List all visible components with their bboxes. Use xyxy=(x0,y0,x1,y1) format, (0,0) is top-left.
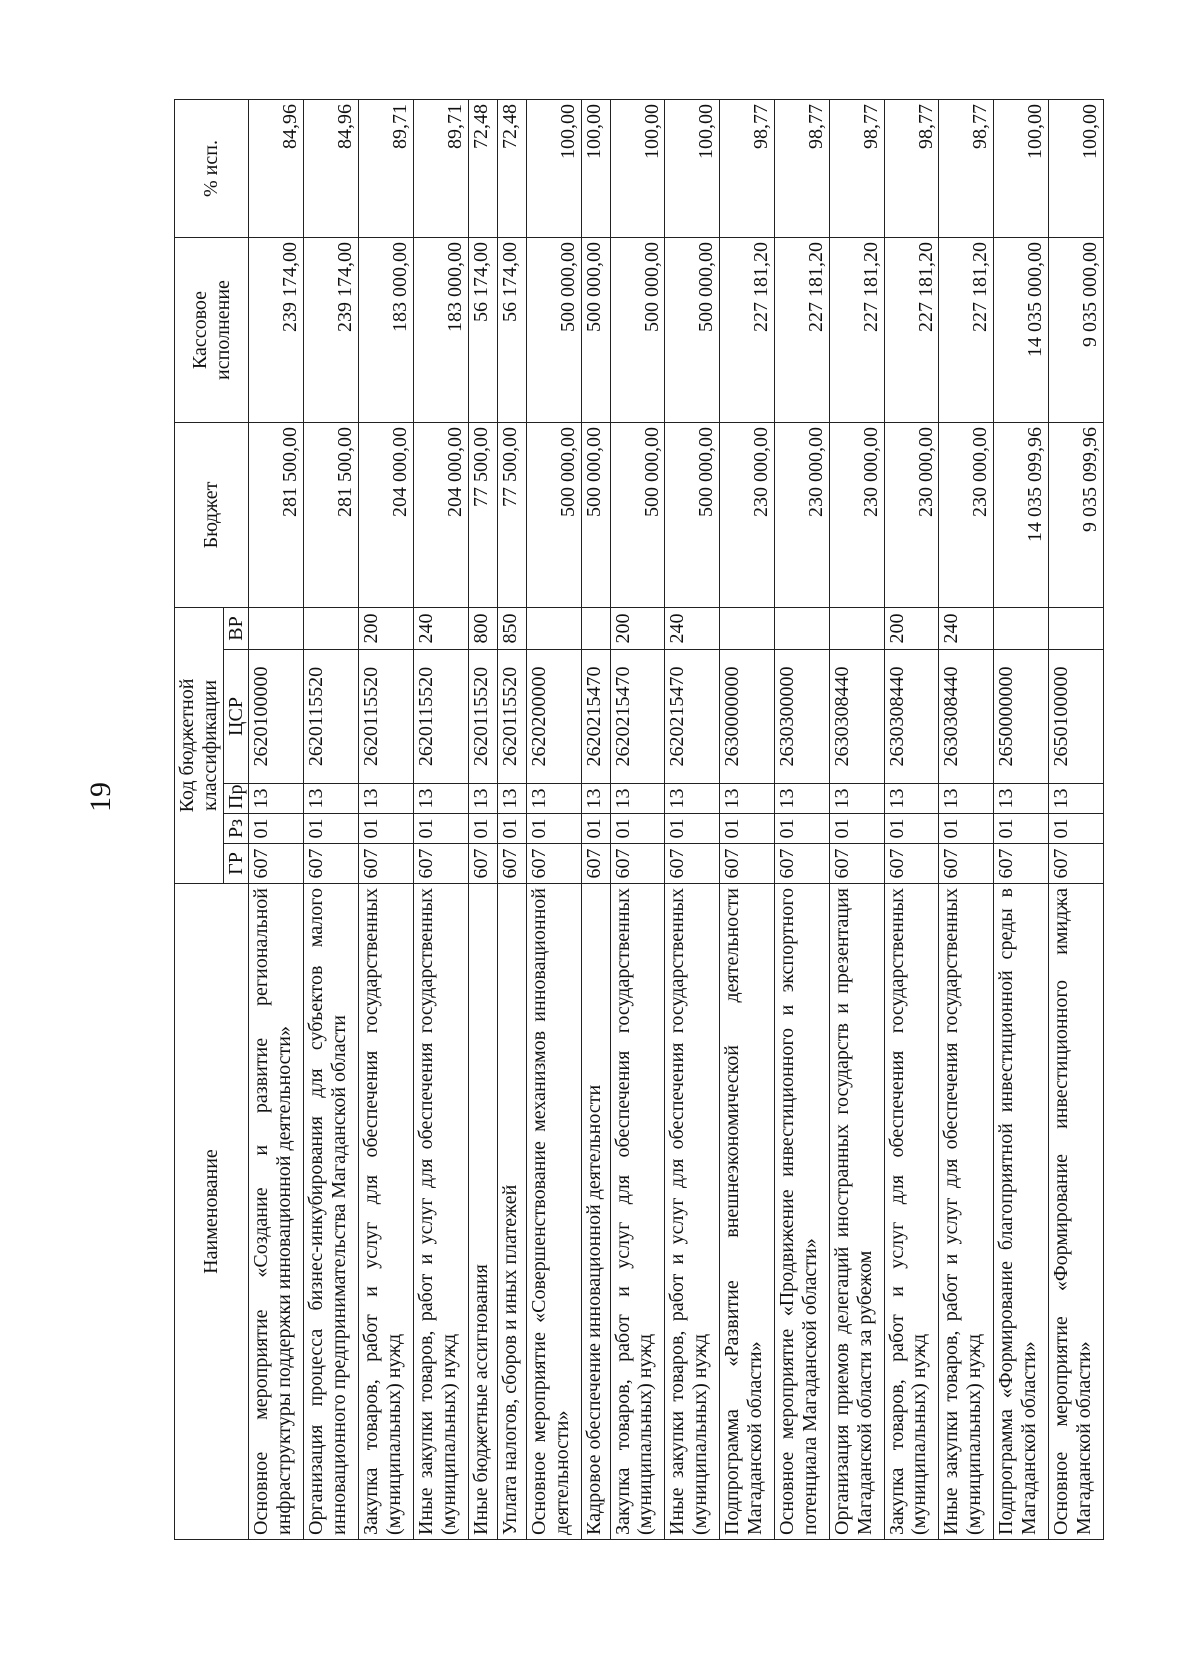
cell-budget: 77 500,00 xyxy=(497,423,526,608)
table-row xyxy=(775,100,830,1540)
cell-cash: 56 174,00 xyxy=(497,238,526,423)
cell-cash: 500 000,00 xyxy=(665,238,720,423)
cell-budget: 230 000,00 xyxy=(884,423,939,608)
cell-name: Кадровое обеспечение инновационной деятельности xyxy=(581,884,610,1540)
cell-pr: 13 xyxy=(829,784,884,814)
cell-name: Закупка товаров, работ и услуг для обеспечения государственных (муниципальных) нужд xyxy=(358,884,413,1540)
cell-csr: 2620115520 xyxy=(497,650,526,784)
cell-name: Организация процесса бизнес-инкубирования для субъектов малого инновационного предпринимательства Магаданской области xyxy=(304,884,359,1540)
cell-pct: 84,96 xyxy=(304,100,359,238)
cell-budget: 281 500,00 xyxy=(304,423,359,608)
cell-pct: 100,00 xyxy=(665,100,720,238)
cell-gr: 607 xyxy=(249,844,304,884)
cell-gr: 607 xyxy=(829,844,884,884)
header-pct: % исп. xyxy=(175,100,249,238)
cell-gr: 607 xyxy=(526,844,581,884)
cell-csr: 2650100000 xyxy=(1049,650,1104,784)
table-row xyxy=(249,100,304,1540)
cell-cash: 227 181,20 xyxy=(775,238,830,423)
cell-name: Подпрограмма «Развитие внешнеэкономической деятельности Магаданской области» xyxy=(720,884,775,1540)
cell-cash: 56 174,00 xyxy=(468,238,497,423)
cell-vr: 200 xyxy=(610,608,665,650)
cell-pct: 98,77 xyxy=(939,100,994,238)
cell-name: Закупка товаров, работ и услуг для обеспечения государственных (муниципальных) нужд xyxy=(610,884,665,1540)
cell-budget: 204 000,00 xyxy=(413,423,468,608)
header-pr: Пр xyxy=(223,784,249,814)
header-name: Наименование xyxy=(175,884,249,1540)
cell-pct: 98,77 xyxy=(829,100,884,238)
cell-budget: 204 000,00 xyxy=(358,423,413,608)
cell-rz: 01 xyxy=(304,814,359,844)
cell-pr: 13 xyxy=(720,784,775,814)
cell-csr: 2650000000 xyxy=(994,650,1049,784)
cell-pct: 84,96 xyxy=(249,100,304,238)
cell-cash: 227 181,20 xyxy=(939,238,994,423)
cell-gr: 607 xyxy=(610,844,665,884)
cell-vr xyxy=(581,608,610,650)
cell-budget: 230 000,00 xyxy=(720,423,775,608)
header-gr: ГР xyxy=(223,844,249,884)
cell-rz: 01 xyxy=(526,814,581,844)
cell-csr: 2630308440 xyxy=(829,650,884,784)
cell-pr: 13 xyxy=(413,784,468,814)
table-row xyxy=(884,100,939,1540)
cell-name: Основное мероприятие «Формирование инвестиционного имиджа Магаданской области» xyxy=(1049,884,1104,1540)
cell-gr: 607 xyxy=(1049,844,1104,884)
cell-gr: 607 xyxy=(581,844,610,884)
cell-budget: 500 000,00 xyxy=(581,423,610,608)
cell-cash: 183 000,00 xyxy=(413,238,468,423)
cell-rz: 01 xyxy=(665,814,720,844)
cell-vr: 240 xyxy=(939,608,994,650)
cell-pct: 98,77 xyxy=(884,100,939,238)
cell-gr: 607 xyxy=(665,844,720,884)
cell-pr: 13 xyxy=(994,784,1049,814)
cell-csr: 2620200000 xyxy=(526,650,581,784)
cell-budget: 77 500,00 xyxy=(468,423,497,608)
table-row xyxy=(939,100,994,1540)
cell-pr: 13 xyxy=(884,784,939,814)
cell-rz: 01 xyxy=(939,814,994,844)
table-row xyxy=(304,100,359,1540)
cell-vr xyxy=(526,608,581,650)
header-rz: Рз xyxy=(223,814,249,844)
cell-gr: 607 xyxy=(413,844,468,884)
cell-rz: 01 xyxy=(884,814,939,844)
cell-csr: 2630000000 xyxy=(720,650,775,784)
cell-csr: 2620115520 xyxy=(304,650,359,784)
cell-csr: 2620215470 xyxy=(610,650,665,784)
cell-budget: 500 000,00 xyxy=(526,423,581,608)
cell-pr: 13 xyxy=(775,784,830,814)
cell-vr xyxy=(1049,608,1104,650)
cell-budget: 230 000,00 xyxy=(939,423,994,608)
cell-vr xyxy=(304,608,359,650)
cell-pct: 98,77 xyxy=(775,100,830,238)
header-cash: Кассовое исполнение xyxy=(175,238,249,423)
cell-csr: 2630308440 xyxy=(939,650,994,784)
cell-cash: 9 035 000,00 xyxy=(1049,238,1104,423)
cell-pr: 13 xyxy=(304,784,359,814)
cell-rz: 01 xyxy=(497,814,526,844)
cell-rz: 01 xyxy=(720,814,775,844)
table-body xyxy=(249,100,1104,1540)
cell-name: Иные закупки товаров, работ и услуг для обеспечения государственных (муниципальных) нужд xyxy=(939,884,994,1540)
cell-cash: 227 181,20 xyxy=(720,238,775,423)
cell-pct: 100,00 xyxy=(994,100,1049,238)
cell-vr xyxy=(829,608,884,650)
cell-pr: 13 xyxy=(468,784,497,814)
cell-pct: 89,71 xyxy=(358,100,413,238)
table-row xyxy=(610,100,665,1540)
header-budget: Бюджет xyxy=(175,423,249,608)
cell-rz: 01 xyxy=(994,814,1049,844)
cell-name: Основное мероприятие «Продвижение инвестиционного и экспортного потенциала Магаданской области» xyxy=(775,884,830,1540)
cell-cash: 500 000,00 xyxy=(526,238,581,423)
cell-budget: 500 000,00 xyxy=(610,423,665,608)
cell-budget: 9 035 099,96 xyxy=(1049,423,1104,608)
cell-name: Основное мероприятие «Создание и развитие региональной инфраструктуры поддержки инновационной деятельности» xyxy=(249,884,304,1540)
cell-cash: 14 035 000,00 xyxy=(994,238,1049,423)
cell-rz: 01 xyxy=(468,814,497,844)
cell-pr: 13 xyxy=(526,784,581,814)
cell-budget: 14 035 099,96 xyxy=(994,423,1049,608)
cell-cash: 500 000,00 xyxy=(581,238,610,423)
table-row xyxy=(468,100,497,1540)
cell-gr: 607 xyxy=(720,844,775,884)
cell-csr: 2620115520 xyxy=(468,650,497,784)
cell-csr: 2620215470 xyxy=(665,650,720,784)
cell-vr: 850 xyxy=(497,608,526,650)
cell-csr: 2620115520 xyxy=(413,650,468,784)
cell-gr: 607 xyxy=(358,844,413,884)
cell-pct: 100,00 xyxy=(581,100,610,238)
rotated-table-wrapper xyxy=(174,100,1104,1540)
table-row xyxy=(1049,100,1104,1540)
cell-pct: 72,48 xyxy=(497,100,526,238)
cell-pct: 89,71 xyxy=(413,100,468,238)
cell-name: Уплата налогов, сборов и иных платежей xyxy=(497,884,526,1540)
cell-name: Организация приемов делегаций иностранных государств и презентация Магаданской области за рубежом xyxy=(829,884,884,1540)
cell-cash: 239 174,00 xyxy=(304,238,359,423)
table-row xyxy=(413,100,468,1540)
cell-pct: 72,48 xyxy=(468,100,497,238)
cell-pr: 13 xyxy=(581,784,610,814)
cell-gr: 607 xyxy=(775,844,830,884)
cell-vr xyxy=(720,608,775,650)
table-row xyxy=(994,100,1049,1540)
cell-rz: 01 xyxy=(775,814,830,844)
cell-rz: 01 xyxy=(829,814,884,844)
cell-pr: 13 xyxy=(939,784,994,814)
cell-budget: 230 000,00 xyxy=(775,423,830,608)
cell-vr: 200 xyxy=(358,608,413,650)
cell-rz: 01 xyxy=(610,814,665,844)
cell-cash: 500 000,00 xyxy=(610,238,665,423)
cell-name: Закупка товаров, работ и услуг для обеспечения государственных (муниципальных) нужд xyxy=(884,884,939,1540)
cell-rz: 01 xyxy=(413,814,468,844)
cell-rz: 01 xyxy=(249,814,304,844)
cell-vr: 800 xyxy=(468,608,497,650)
cell-csr: 2620215470 xyxy=(581,650,610,784)
table-row xyxy=(829,100,884,1540)
cell-budget: 281 500,00 xyxy=(249,423,304,608)
cell-name: Основное мероприятие «Совершенствование механизмов инновационной деятельности» xyxy=(526,884,581,1540)
table-row xyxy=(497,100,526,1540)
header-code-group: Код бюджетной классификации xyxy=(175,608,224,884)
cell-vr: 240 xyxy=(665,608,720,650)
page-number: 19 xyxy=(84,782,117,812)
cell-name: Иные бюджетные ассигнования xyxy=(468,884,497,1540)
cell-vr xyxy=(994,608,1049,650)
cell-csr: 2620115520 xyxy=(358,650,413,784)
cell-gr: 607 xyxy=(994,844,1049,884)
cell-pr: 13 xyxy=(1049,784,1104,814)
cell-pr: 13 xyxy=(497,784,526,814)
table-row xyxy=(358,100,413,1540)
header-vr: ВР xyxy=(223,608,249,650)
cell-csr: 2630300000 xyxy=(775,650,830,784)
cell-name: Иные закупки товаров, работ и услуг для обеспечения государственных (муниципальных) нужд xyxy=(665,884,720,1540)
cell-gr: 607 xyxy=(304,844,359,884)
table-row xyxy=(581,100,610,1540)
cell-pct: 100,00 xyxy=(526,100,581,238)
cell-csr: 2620100000 xyxy=(249,650,304,784)
cell-pr: 13 xyxy=(249,784,304,814)
cell-cash: 227 181,20 xyxy=(884,238,939,423)
budget-table xyxy=(174,99,1104,1540)
cell-budget: 230 000,00 xyxy=(829,423,884,608)
cell-rz: 01 xyxy=(358,814,413,844)
cell-vr xyxy=(775,608,830,650)
cell-cash: 239 174,00 xyxy=(249,238,304,423)
cell-vr: 240 xyxy=(413,608,468,650)
cell-vr xyxy=(249,608,304,650)
table-row xyxy=(720,100,775,1540)
cell-budget: 500 000,00 xyxy=(665,423,720,608)
cell-cash: 183 000,00 xyxy=(358,238,413,423)
cell-name: Подпрограмма «Формирование благоприятной инвестиционной среды в Магаданской области» xyxy=(994,884,1049,1540)
cell-rz: 01 xyxy=(581,814,610,844)
cell-pct: 98,77 xyxy=(720,100,775,238)
cell-rz: 01 xyxy=(1049,814,1104,844)
cell-pr: 13 xyxy=(358,784,413,814)
cell-csr: 2630308440 xyxy=(884,650,939,784)
header-csr: ЦСР xyxy=(223,650,249,784)
table-row xyxy=(665,100,720,1540)
cell-gr: 607 xyxy=(497,844,526,884)
cell-vr: 200 xyxy=(884,608,939,650)
cell-pct: 100,00 xyxy=(610,100,665,238)
cell-cash: 227 181,20 xyxy=(829,238,884,423)
cell-pr: 13 xyxy=(610,784,665,814)
cell-pr: 13 xyxy=(665,784,720,814)
cell-gr: 607 xyxy=(884,844,939,884)
cell-pct: 100,00 xyxy=(1049,100,1104,238)
cell-gr: 607 xyxy=(468,844,497,884)
cell-gr: 607 xyxy=(939,844,994,884)
table-row xyxy=(526,100,581,1540)
cell-name: Иные закупки товаров, работ и услуг для обеспечения государственных (муниципальных) нужд xyxy=(413,884,468,1540)
